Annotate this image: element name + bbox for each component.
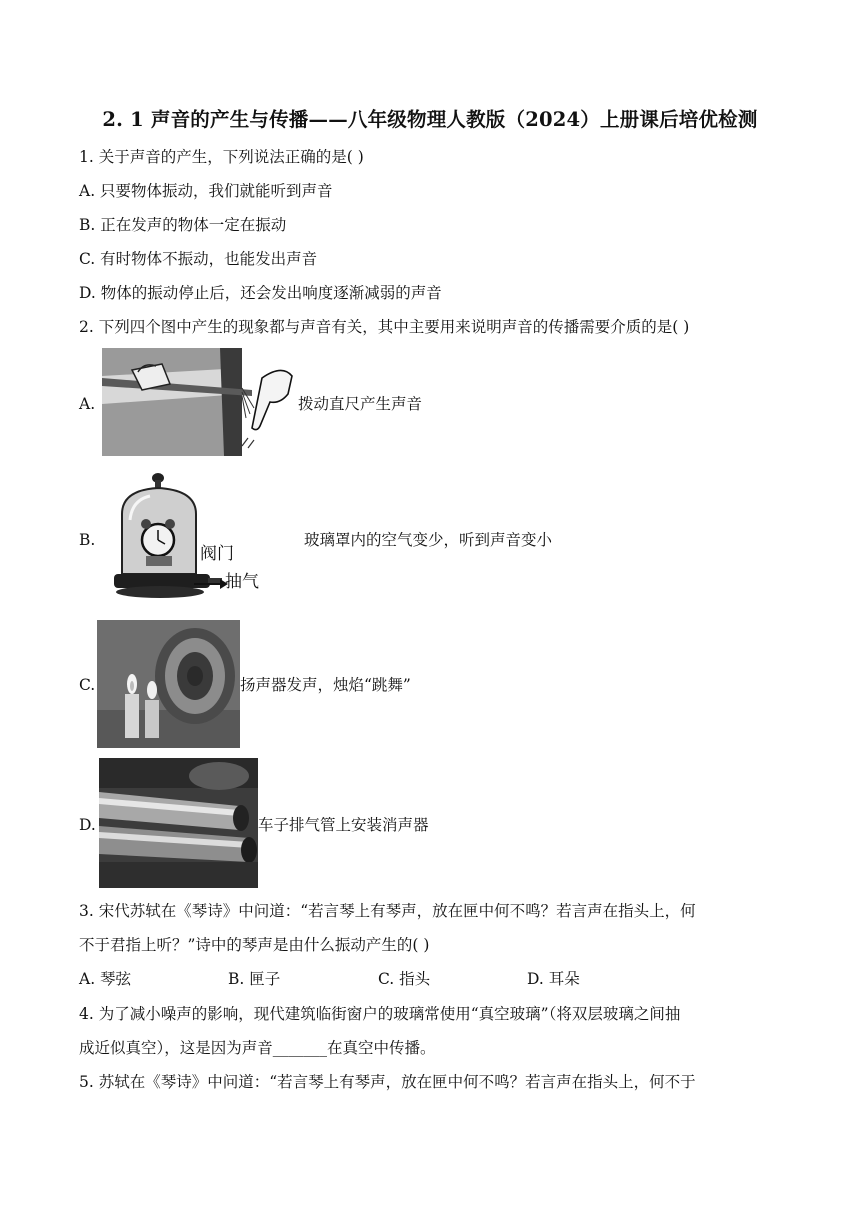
q4-line2: 成近似真空），这是因为声音_______在真空中传播。 [79, 1039, 436, 1057]
q2-option-c-label: C. [79, 676, 96, 694]
q3-option-b: B. 匣子 [228, 970, 281, 988]
speaker-candle-figure [97, 620, 240, 748]
q4-line1: 4. 为了减小噪声的影响，现代建筑临街窗户的玻璃常使用“真空玻璃”（将双层玻璃之间抽 [79, 1005, 681, 1023]
ruler-figure [102, 348, 294, 456]
q2-option-a-label: A. [79, 395, 96, 413]
page-title: 2. 1 声音的产生与传播——八年级物理人教版（2024）上册课后培优检测 [102, 108, 758, 131]
q2-option-c-caption: 扬声器发声，烛焰“跳舞” [240, 676, 411, 694]
q1-stem: 1. 关于声音的产生，下列说法正确的是( ) [79, 148, 364, 166]
q3-option-a: A. 琴弦 [79, 970, 132, 988]
speaker-candle-photo [97, 620, 240, 748]
ruler-illustration [102, 348, 294, 456]
pump-air-label: 抽气 [225, 572, 259, 592]
q3-stem-line1: 3. 宋代苏轼在《琴诗》中问道：“若言琴上有琴声，放在匣中何不鸣？若言声在指头上，何 [79, 902, 696, 920]
q5-line1: 5. 苏轼在《琴诗》中问道：“若言琴上有琴声，放在匣中何不鸣？若言声在指头上，何不于 [79, 1073, 696, 1091]
muffler-figure [99, 758, 258, 888]
q1-option-a: A. 只要物体振动，我们就能听到声音 [79, 182, 333, 200]
q3-stem-line2: 不于君指上听？”诗中的琴声是由什么振动产生的( ) [79, 936, 430, 954]
q1-option-c: C. 有时物体不振动，也能发出声音 [79, 250, 318, 268]
q2-option-a-caption: 拨动直尺产生声音 [298, 395, 423, 413]
muffler-photo [99, 758, 258, 888]
valve-label: 阀门 [200, 544, 234, 564]
q2-option-b-caption: 玻璃罩内的空气变少，听到声音变小 [304, 531, 553, 549]
q2-option-d-caption: 车子排气管上安装消声器 [258, 816, 429, 834]
q3-option-d: D. 耳朵 [527, 970, 580, 988]
pump-arrowhead [220, 579, 228, 589]
q2-option-b-label: B. [79, 531, 96, 549]
q1-option-b: B. 正在发声的物体一定在振动 [79, 216, 287, 234]
q1-option-d: D. 物体的振动停止后，还会发出响度逐渐减弱的声音 [79, 284, 442, 302]
q3-option-c: C. 指头 [378, 970, 431, 988]
q2-option-d-label: D. [79, 816, 96, 834]
q2-stem: 2. 下列四个图中产生的现象都与声音有关，其中主要用来说明声音的传播需要介质的是( ) [79, 318, 690, 336]
